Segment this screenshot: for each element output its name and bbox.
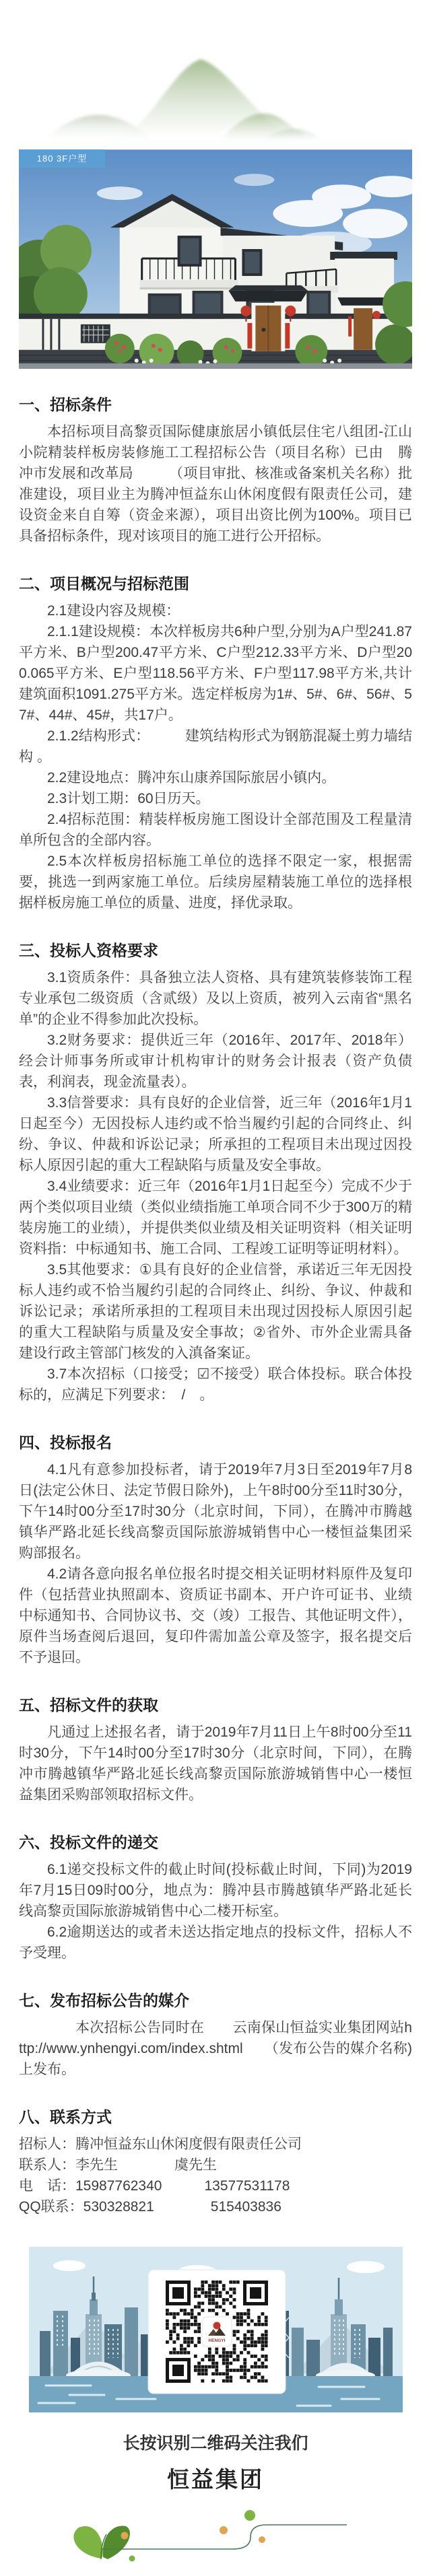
paragraph: 2.5本次样板房招标施工单位的选择不限定一家，根据需要，挑选一到两家施工单位。后续房屋精装施工单位的选择根据样板房施工单位的质量、进度，择优录取。 <box>19 854 412 911</box>
hengyi-logo <box>202 2317 232 2346</box>
section-title-6: 六、投标文件的递交 <box>19 1834 158 1851</box>
house-illustration <box>19 149 412 369</box>
paragraph: 6.1递交投标文件的截止时间(投标截止时间，下同)为2019年7月15日09时00分，地点为：腾冲县市腾越镇华严路北延长线高黎贡国际旅游城销售中心二楼开标室。 <box>19 1862 412 1919</box>
decor-dots <box>121 2510 266 2562</box>
announcement-body <box>0 393 431 2217</box>
paragraph: 6.2逾期送达的或者未送达指定地点的投标文件，招标人不予受理。 <box>19 1924 412 1961</box>
logo-text: HENGYI <box>208 2338 225 2343</box>
section-title-7: 七、发布招标公告的媒介 <box>19 1992 189 2009</box>
red-lantern <box>285 306 296 316</box>
paragraph: 2.2建设地点：腾冲东山康养国际旅居小镇内。 <box>47 770 336 786</box>
qq-line: QQ联系：530328821 515403836 <box>19 2199 281 2215</box>
paragraph: 4.2请各意向报名单位报名时提交相关证明材料原件及复印件（包括营业执照副本、资质证书副本、开户许可证书、业绩中标通知书、合同协议书、交（竣）工报告、其他证明文件），原件当场查阅后退回，复印件需加盖公章及签字，报名提交后不予退回。 <box>19 1566 412 1665</box>
qr-banner-illustration <box>29 2247 403 2412</box>
section-title-2: 二、项目概况与招标范围 <box>19 575 189 592</box>
paragraph: 2.1.2结构形式： 建筑结构形式为钢筋混凝土剪力墙结构 。 <box>19 728 412 765</box>
phone-line: 电 话：15987762340 13577531178 <box>19 2178 290 2194</box>
paragraph: 3.2财务要求：提供近三年（2016年、2017年、2018年）经会计师事务所或审计机构审计的财务会计报表（资产负债表，利润表，现金流量表）。 <box>19 1033 412 1090</box>
section-title-8: 八、联系方式 <box>19 2108 112 2126</box>
paragraph: 3.4业绩要求：近三年（2016年1月1日起至今）完成不少于两个类似项目业绩（类似业绩指施工单项合同不少于300万的精装房施工的业绩），并提供类似业绩及相关证明资料（相关证明资料指：中标通知书、施工合同、工程竣工证明等证明材料）。 <box>19 1179 412 1257</box>
paragraph: 2.1.1建设规模：本次样板房共6种户型,分别为A户型241.87平方米、B户型200.47平方米、C户型212.33平方米、D户型200.065平方米、E户型118.56平方米、F户型117.98平方米,共计建筑面积1091.275平方米。选定样板房为1#、5#、6#、56#、57#、44#、45#，共17户。 <box>19 624 412 723</box>
pavement <box>19 363 412 369</box>
tenderer-line: 招标人：腾冲恒益东山休闲度假有限责任公司 <box>19 2136 302 2152</box>
section-title-4: 四、投标报名 <box>19 1434 112 1451</box>
qr-banner <box>29 2247 403 2412</box>
paragraph: 3.1资质条件：具备独立法人资格、具有建筑装修装饰工程专业承包二级资质（含贰级）及以上资质，被列入云南省“黑名单”的企业不得参加此次投标。 <box>19 970 412 1027</box>
paragraph: 3.7本次招标（口接受；☑不接受）联合体投标。联合体投标的，应满足下列要求： / 。 <box>19 1366 412 1403</box>
section-title-3: 三、投标人资格要求 <box>19 942 158 959</box>
unit-type-badge: 180 3F户型 <box>19 149 105 168</box>
paragraph: 3.3信誉要求：具有良好的企业信誉，近三年（2016年1月1日起至今）无因投标人违约或不恰当履约引起的合同终止、纠纷、争议、仲裁和诉讼记录；所承担的工程项目未出现过因投标人原因引起的重大工程缺陷与质量及安全事故。 <box>19 1095 412 1173</box>
contact-person-line: 联系人：李先生 虞先生 <box>19 2157 217 2173</box>
red-lantern <box>240 306 251 316</box>
footer <box>0 2247 431 2576</box>
leaf-icon <box>73 2526 130 2559</box>
brand-name: 恒益集团 <box>167 2467 264 2492</box>
qr-code[interactable] <box>148 2270 286 2394</box>
footer-decor <box>0 2497 431 2576</box>
qr-caption: 长按识别二维码关注我们 <box>123 2434 308 2453</box>
paragraph: 凡通过上述报名者，请于2019年7月11日上午8时00分至11时30分，下午14时00分至17时30分（北京时间，下同），在腾冲市腾越镇华严路北延长线高黎贡国际旅游城销售中心一楼恒益集团采购部领取招标文件。 <box>19 1725 412 1803</box>
section-title-5: 五、招标文件的获取 <box>19 1696 158 1714</box>
section-title-1: 一、招标条件 <box>19 396 112 413</box>
paragraph: 本招标项目高黎贡国际健康旅居小镇低层住宅八组团-江山小院精装样板房装修施工工程招标公告（项目名称）已由 腾冲市发展和改革局 （项目审批、核准或备案机关名称）批准建设，项目业主为腾冲恒益东山休闲度假有限责任公司，建设资金来自自筹（资金来源），项目出资比例为100%。项目已具备招标条件，现对该项目的施工进行公开招标。 <box>19 424 412 544</box>
paragraph: 2.4招标范围：精装样板房施工图设计全部范围及工程量清单所包含的全部内容。 <box>19 812 412 848</box>
house-photo <box>19 149 412 369</box>
paragraph: 4.1凡有意参加投标者，请于2019年7月3日至2019年7月8日(法定公休日、法定节假日除外)，上午8时00分至11时30分，下午14时00分至17时30分（北京时间，下同），在腾冲市腾越镇华严路北延长线高黎贡国际旅游城销售中心一楼恒益集团采购部报名。 <box>19 1462 412 1561</box>
paragraph: 3.5其他要求：①具有良好的企业信誉，承诺近三年无因投标人违约或不恰当履约引起的合同终止、纠纷、争议、仲裁和诉讼记录；承诺所承担的工程项目未出现过因投标人原因引起的重大工程缺陷与质量及安全事故；②省外、市外企业需具备建设行政主管部门核发的入滇备案证。 <box>19 1262 412 1361</box>
mountain-watercolor-icon <box>0 42 431 143</box>
paragraph: 2.1建设内容及规模： <box>47 603 180 619</box>
paragraph: 2.3计划工期：60日历天。 <box>47 791 210 806</box>
paragraph: 本次招标公告同时在 云南保山恒益实业集团网站http://www.ynhengyi.com/index.shtml （发布公告的媒介名称)上发布。 <box>19 2020 412 2077</box>
